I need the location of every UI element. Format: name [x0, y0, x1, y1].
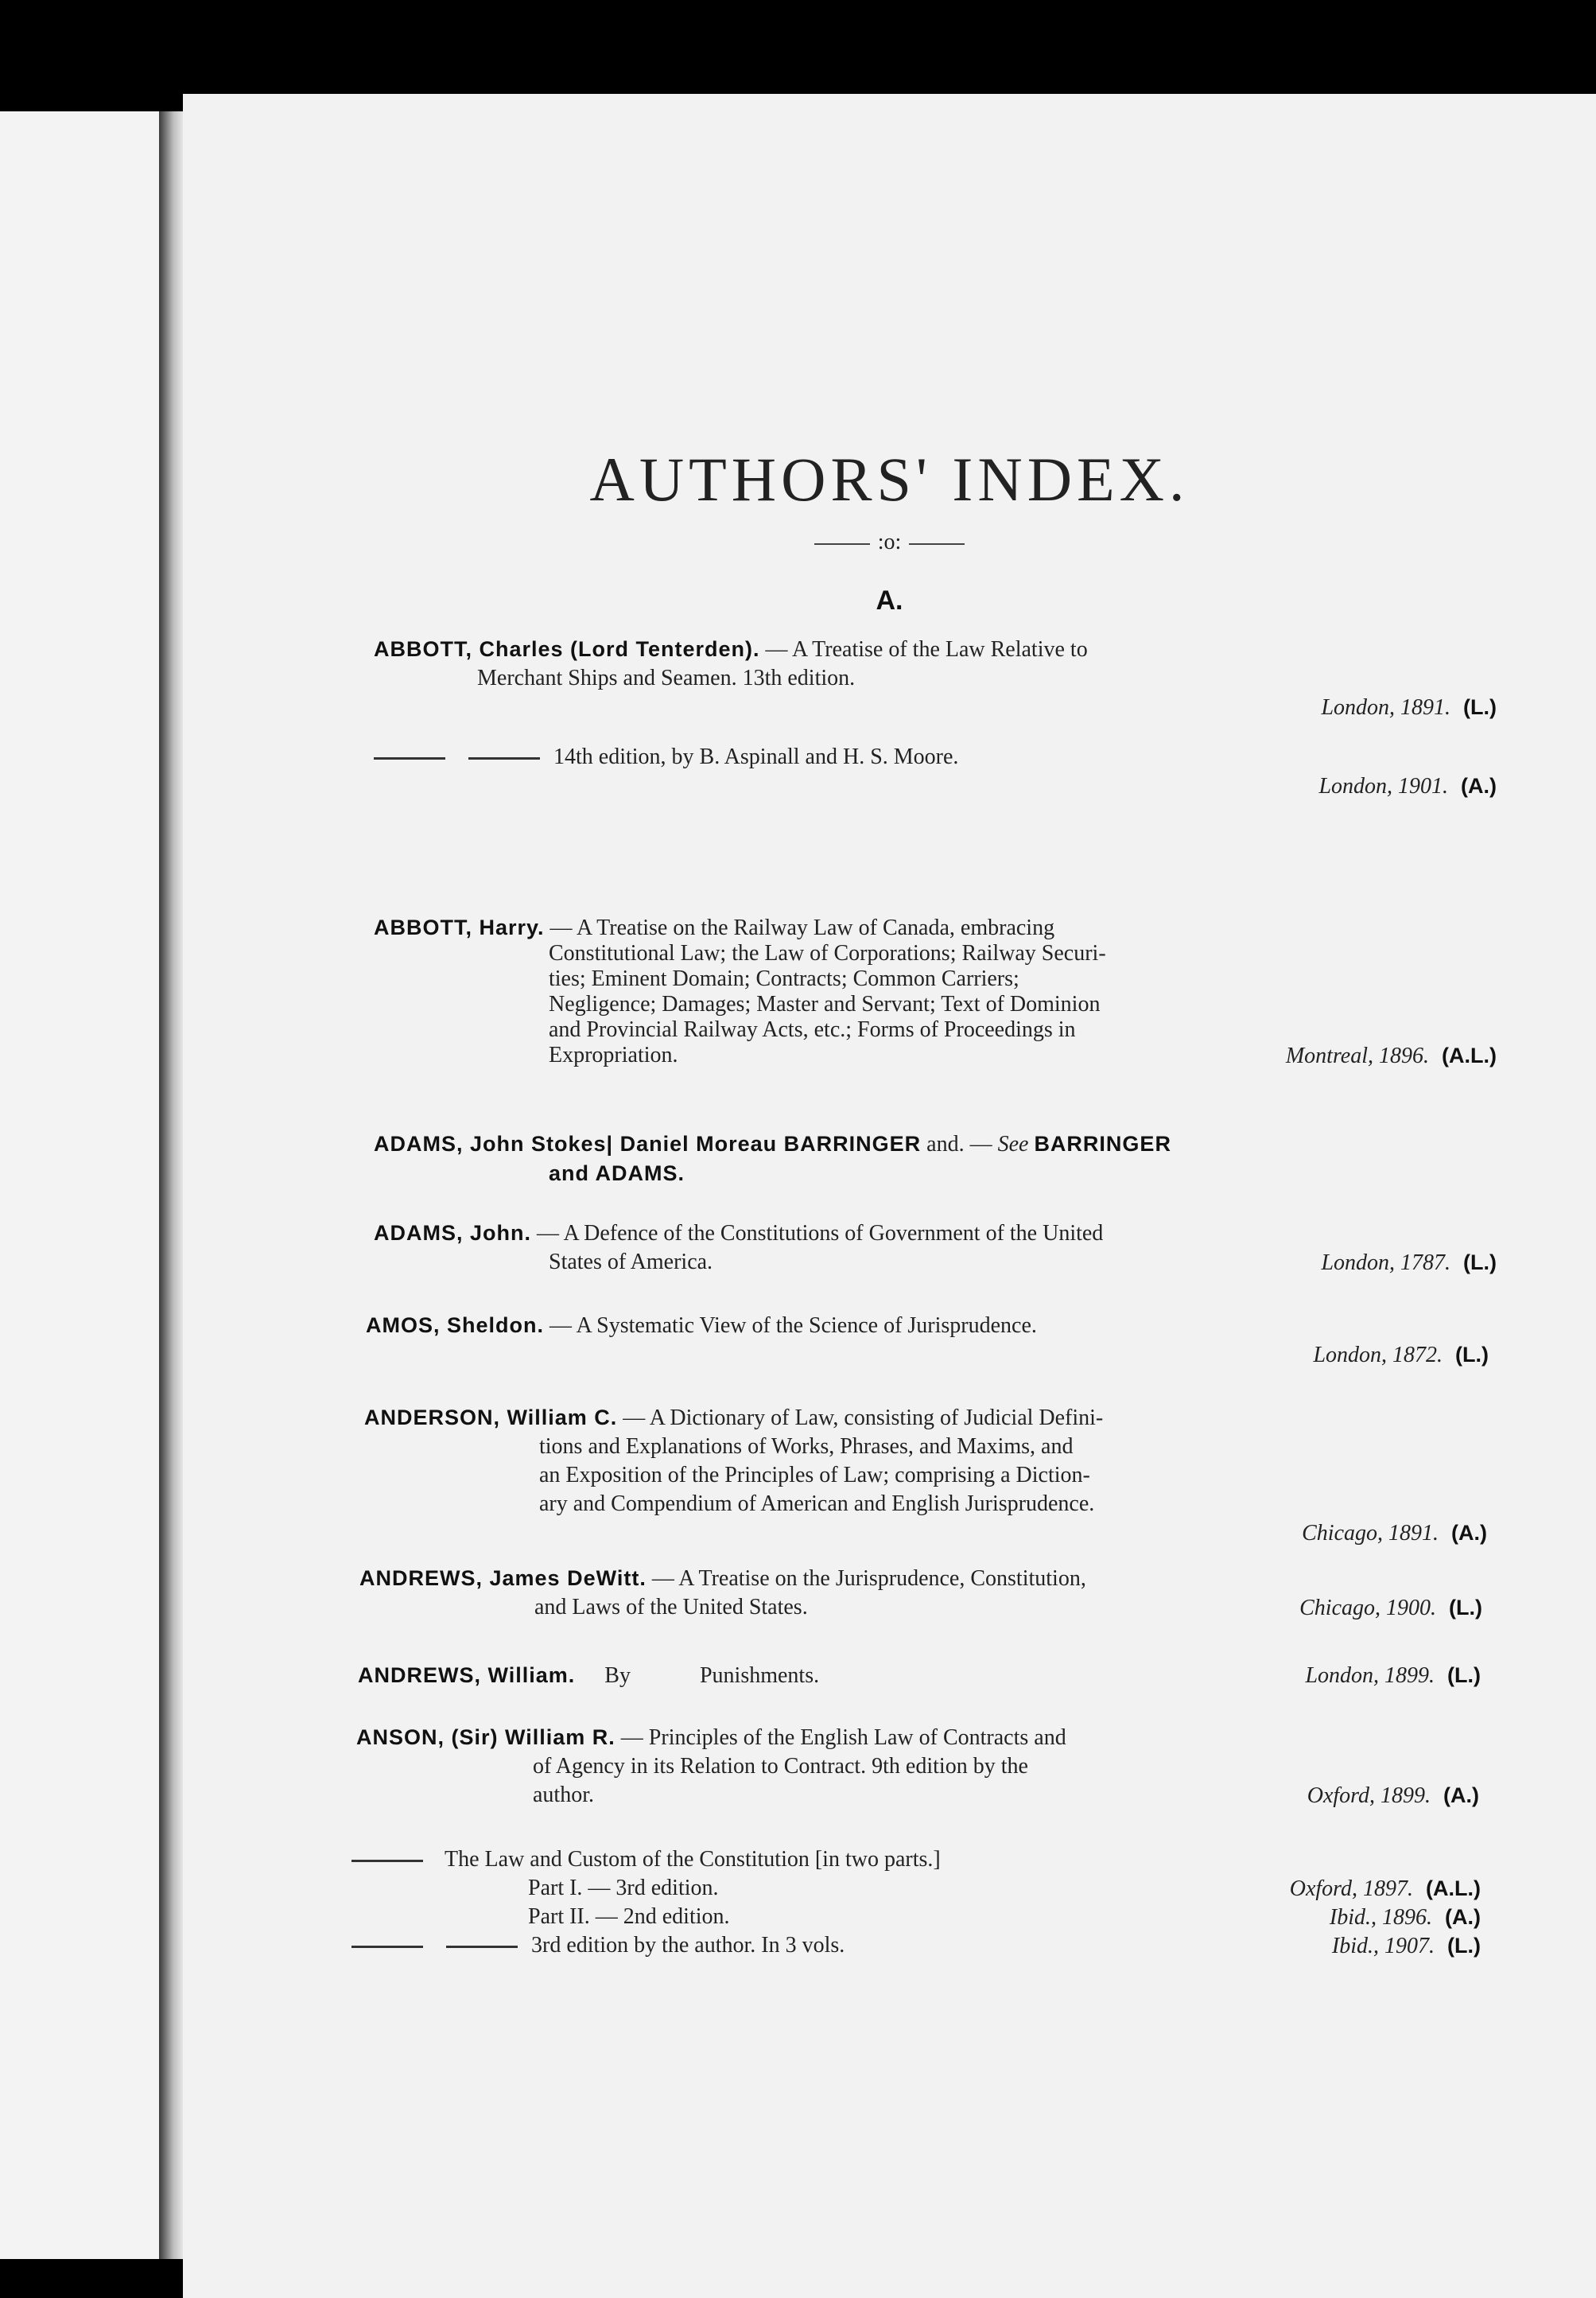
- index-entry: [358, 1661, 1481, 1690]
- entry-author: ABBOTT, Charles (Lord Tenterden).: [374, 637, 760, 661]
- entry-edition: 14th edition, by B. Aspinall and H. S. Moore.: [553, 745, 959, 769]
- entry-title: — A Treatise on the Jurisprudence, Constitution,: [651, 1566, 1086, 1591]
- entry-title-cont: ary and Compendium of American and English Jurisprudence.: [539, 1491, 1095, 1516]
- entry-title-cont: tions and Explanations of Works, Phrases, and Maxims, and: [539, 1434, 1074, 1459]
- entry-title: — Principles of the English Law of Contracts and: [620, 1725, 1066, 1750]
- index-entry-edition: [374, 743, 1497, 803]
- entry-author: AMOS, Sheldon.: [366, 1313, 545, 1337]
- entry-author: ANSON, (Sir) William R.: [356, 1725, 615, 1749]
- facing-page-edge: [0, 111, 159, 2259]
- index-entry: [374, 635, 1497, 725]
- entry-title: — A Systematic View of the Science of Jurisprudence.: [549, 1313, 1037, 1338]
- ditto-dash: [374, 757, 445, 760]
- entry-library-code: (L.): [1447, 1934, 1481, 1958]
- entry-title-cont: States of America.: [549, 1250, 713, 1274]
- entry-title-cont: Expropriation.: [549, 1043, 678, 1067]
- entry-library-code: (L.): [1463, 695, 1497, 719]
- index-entry: [366, 1311, 1489, 1372]
- entry-cross-ref: BARRINGER: [1034, 1132, 1171, 1156]
- entry-author: ANDREWS, William.: [358, 1663, 576, 1687]
- entry-library-code: (A.): [1443, 1783, 1479, 1807]
- ditto-dash: [468, 757, 540, 760]
- entry-part: Part I. — 3rd edition.: [528, 1876, 719, 1900]
- entry-library-code: (A.): [1461, 774, 1497, 798]
- entry-title: — A Defence of the Constitutions of Government of the United: [537, 1221, 1104, 1246]
- index-entry: [374, 1219, 1497, 1277]
- entry-author: ADAMS, John.: [374, 1221, 531, 1245]
- entry-library-code: (L.): [1449, 1596, 1482, 1619]
- entry-imprint: London, 1891.: [1321, 695, 1451, 720]
- index-entry: [374, 1130, 1497, 1188]
- entry-author: ABBOTT, Harry.: [374, 916, 545, 939]
- entry-imprint: Chicago, 1891.: [1302, 1521, 1439, 1546]
- entry-author: ANDERSON, William C.: [364, 1406, 618, 1429]
- entry-library-code: (A.L.): [1426, 1876, 1481, 1900]
- entry-library-code: (A.L.): [1442, 1044, 1497, 1067]
- section-letter: A.: [876, 585, 903, 616]
- document-page: [183, 94, 1596, 2298]
- entry-title-cont: of Agency in its Relation to Contract. 9th edition by the: [533, 1754, 1028, 1779]
- index-entry: [359, 1564, 1482, 1622]
- entry-title: — A Treatise on the Railway Law of Canada, embracing: [549, 916, 1055, 940]
- entry-title-cont: and Laws of the United States.: [534, 1595, 808, 1619]
- entry-imprint: Oxford, 1897.: [1289, 1876, 1414, 1901]
- ditto-dash: [351, 1946, 423, 1948]
- entry-title-cont: Constitutional Law; the Law of Corporations; Railway Securi-: [549, 941, 1106, 966]
- entry-part: Part II. — 2nd edition.: [528, 1904, 730, 1929]
- entry-imprint: London, 1899.: [1305, 1663, 1435, 1688]
- ditto-dash: [446, 1946, 518, 1948]
- entry-title-cont: an Exposition of the Principles of Law; comprising a Diction-: [539, 1463, 1090, 1487]
- entry-imprint: Oxford, 1899.: [1307, 1783, 1431, 1808]
- entry-library-code: (L.): [1455, 1343, 1489, 1367]
- ditto-dash: [351, 1860, 423, 1862]
- title-ornament: [183, 530, 1596, 555]
- entry-imprint: Ibid., 1907.: [1331, 1934, 1435, 1958]
- entry-imprint: London, 1787.: [1321, 1250, 1451, 1275]
- entry-edition: 3rd edition by the author. In 3 vols.: [531, 1933, 845, 1958]
- entry-imprint: Montreal, 1896.: [1285, 1044, 1430, 1068]
- entry-title: Punishments.: [699, 1663, 820, 1688]
- entry-library-code: (A.): [1445, 1905, 1481, 1929]
- entry-imprint: Ibid., 1896.: [1329, 1905, 1433, 1930]
- page-title: AUTHORS' INDEX.: [589, 445, 1190, 514]
- entry-library-code: (L.): [1447, 1663, 1481, 1687]
- book-gutter: [159, 111, 183, 2259]
- index-entry-work: [351, 1845, 1481, 1960]
- entry-imprint: Chicago, 1900.: [1299, 1596, 1437, 1620]
- entry-by: By: [604, 1663, 631, 1688]
- entry-see: See: [997, 1132, 1029, 1157]
- ornament-rule-left: [814, 543, 870, 545]
- entry-title-cont: author.: [533, 1783, 594, 1807]
- entry-title: — A Treatise of the Law Relative to: [765, 637, 1088, 662]
- entry-title-cont: Negligence; Damages; Master and Servant; Text of Dominion: [549, 992, 1101, 1017]
- entry-imprint: London, 1901.: [1318, 774, 1449, 799]
- entry-library-code: (L.): [1463, 1250, 1497, 1274]
- entry-imprint: London, 1872.: [1313, 1343, 1443, 1367]
- index-entry: [374, 915, 1497, 1068]
- entry-title-cont: and Provincial Railway Acts, etc.; Forms of Proceedings in: [549, 1017, 1076, 1042]
- ornament-rule-right: [909, 543, 965, 545]
- index-entry: [364, 1403, 1487, 1547]
- entry-title-cont: ties; Eminent Domain; Contracts; Common Carriers;: [549, 966, 1019, 991]
- ornament-mark: :o:: [877, 530, 902, 554]
- entry-cross-ref: and ADAMS.: [549, 1161, 685, 1185]
- entry-author: ADAMS, John Stokes| Daniel Moreau BARRINGER: [374, 1132, 922, 1156]
- entry-title: — A Dictionary of Law, consisting of Judicial Defini-: [623, 1406, 1104, 1430]
- entry-author: ANDREWS, James DeWitt.: [359, 1566, 647, 1590]
- entry-connector: and. —: [926, 1132, 992, 1157]
- entry-library-code: (A.): [1451, 1521, 1487, 1545]
- entry-title-cont: Merchant Ships and Seamen. 13th edition.: [477, 666, 856, 690]
- entry-title: The Law and Custom of the Constitution [in two parts.]: [445, 1847, 941, 1872]
- index-entry: [356, 1723, 1479, 1810]
